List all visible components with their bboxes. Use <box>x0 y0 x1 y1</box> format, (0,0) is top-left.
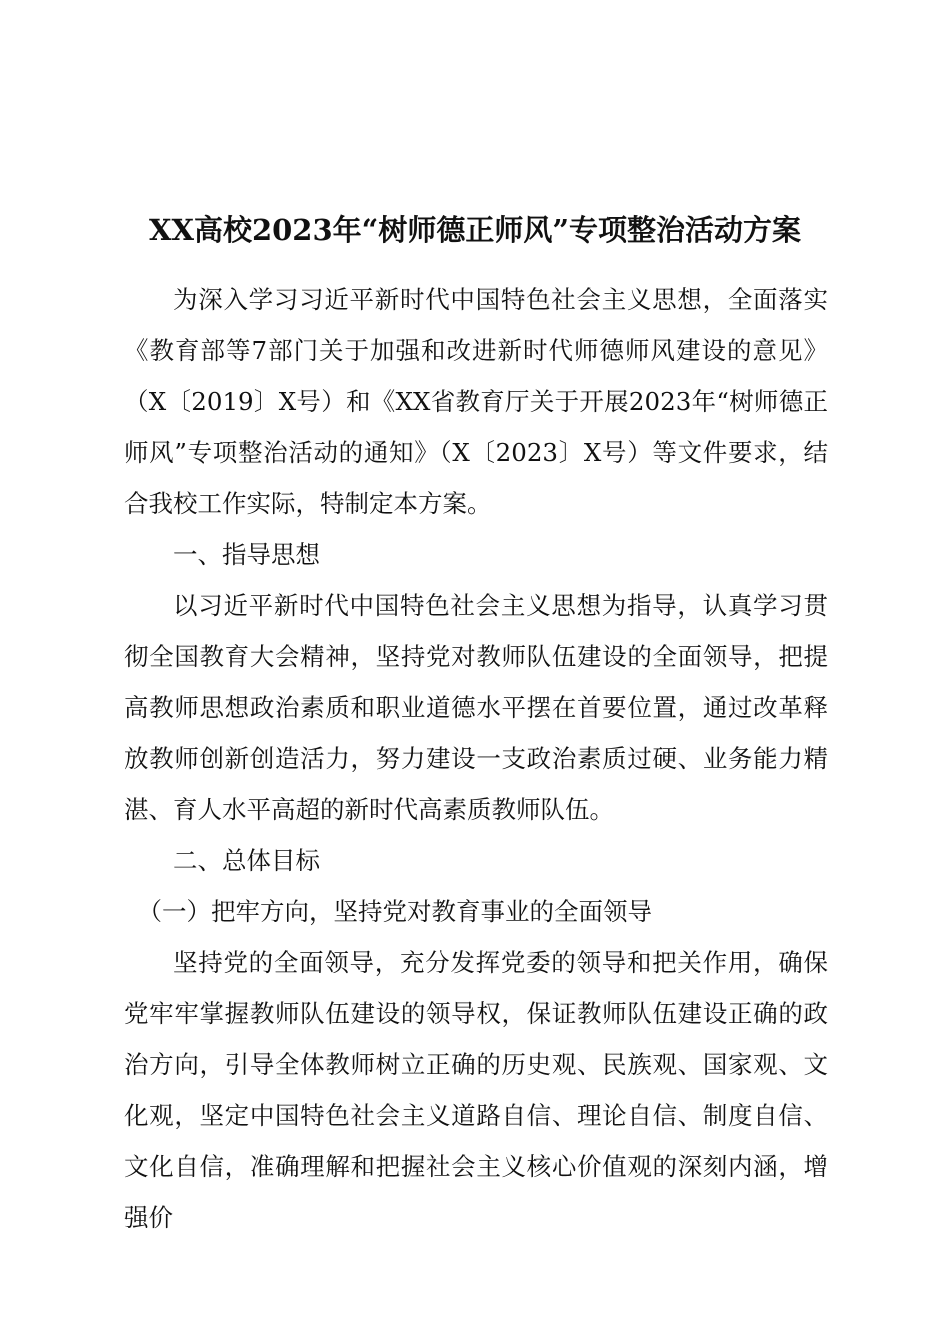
section-heading-guiding-ideology: 一、指导思想 <box>173 540 320 569</box>
direction-paragraph: 坚持党的全面领导，充分发挥党委的领导和把关作用，确保党牢牢掌握教师队伍建设的领导权，保证教师队伍建设正确的政治方向，引导全体教师树立正确的历史观、民族观、国家观、文化观，坚定中国特色社会主义道路自信、理论自信、制度自信、文化自信，准确理解和把握社会主义核心价值观的深刻内涵，增强价 <box>124 948 828 1232</box>
subsection-heading-direction: （一）把牢方向，坚持党对教育事业的全面领导 <box>137 897 652 926</box>
guiding-ideology-paragraph: 以习近平新时代中国特色社会主义思想为指导，认真学习贯彻全国教育大会精神，坚持党对教师队伍建设的全面领导，把提高教师思想政治素质和职业道德水平摆在首要位置，通过改革释放教师创新创造活力，努力建设一支政治素质过硬、业务能力精湛、育人水平高超的新时代高素质教师队伍。 <box>124 591 828 824</box>
intro-paragraph: 为深入学习习近平新时代中国特色社会主义思想，全面落实《教育部等7部门关于加强和改进新时代师德师风建设的意见》（X〔2019〕X号）和《XX省教育厅关于开展2023年“树师德正师风”专项整治活动的通知》（X〔2023〕X号）等文件要求，结合我校工作实际，特制定本方案。 <box>124 285 828 518</box>
document-title: XX高校2023年“树师德正师风”专项整治活动方案 <box>148 213 802 247</box>
section-heading-overall-goals: 二、总体目标 <box>173 846 320 875</box>
document-body <box>124 274 828 1243</box>
